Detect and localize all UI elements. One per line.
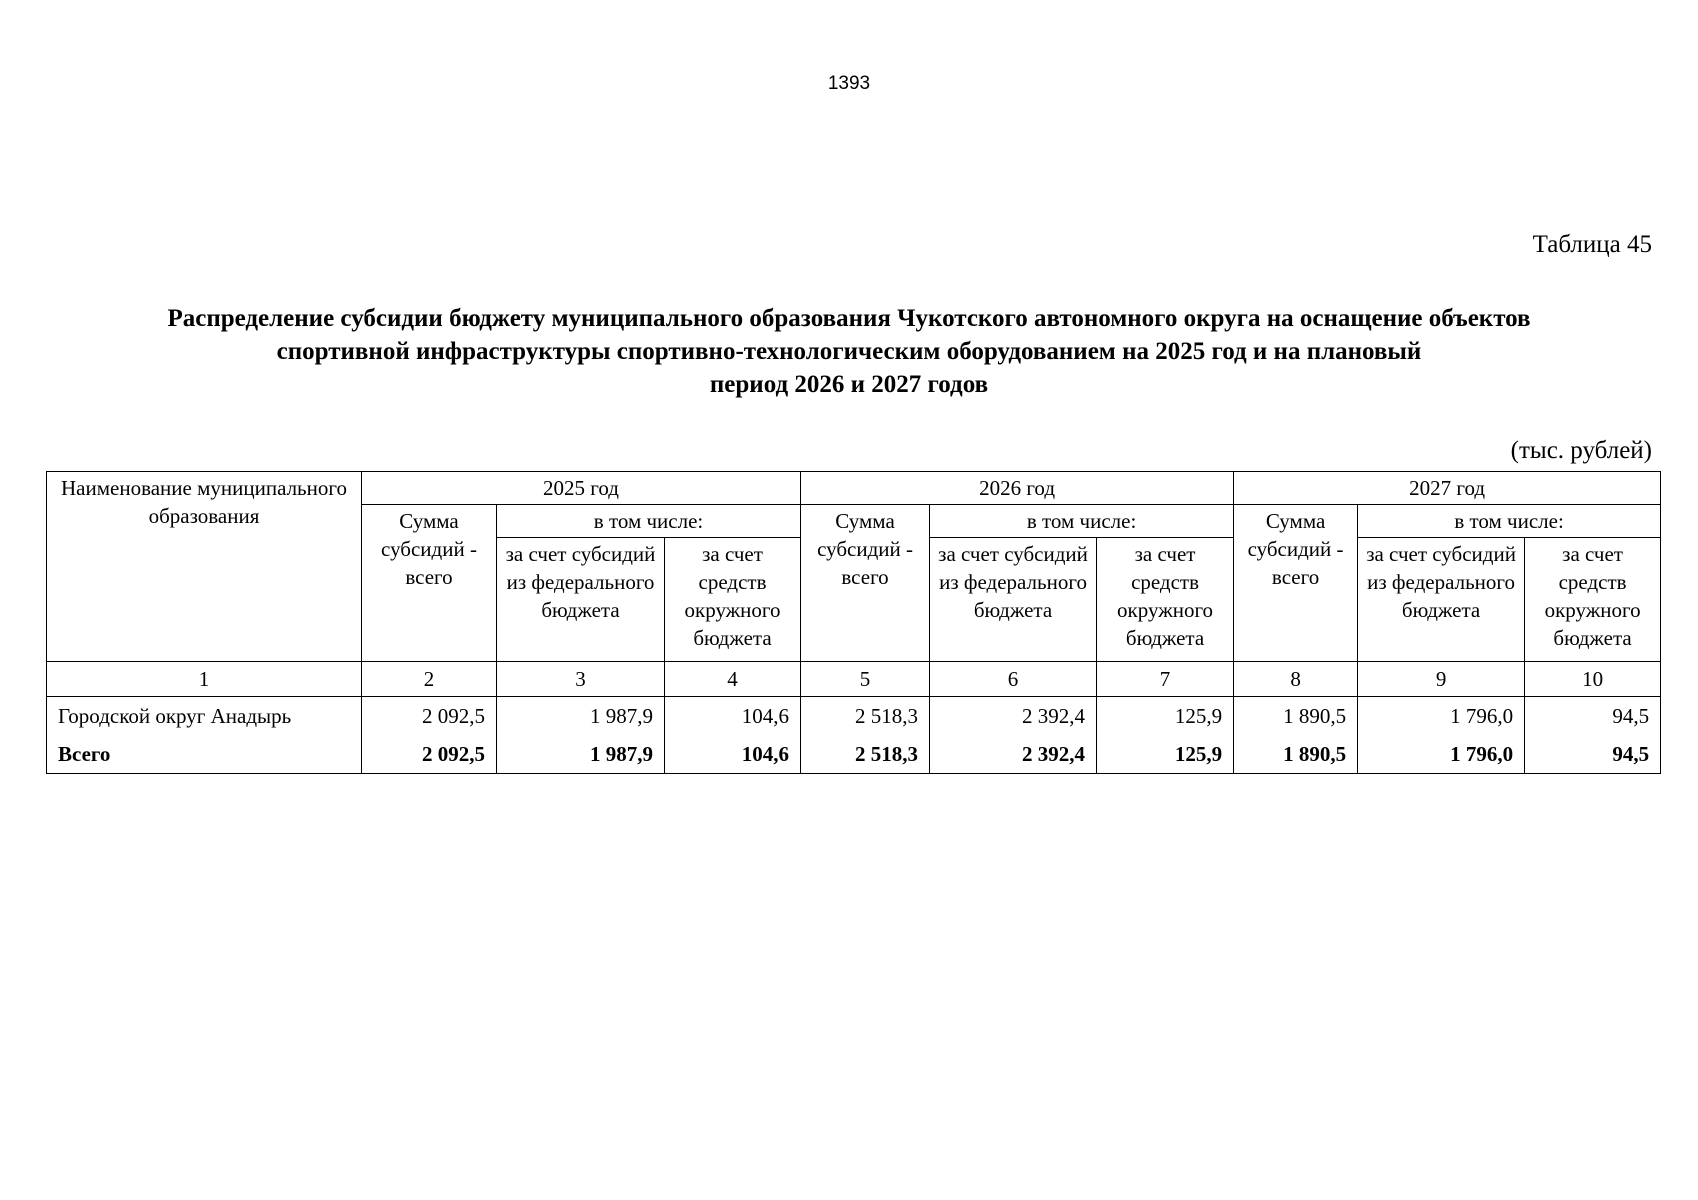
municipality-name: Городской округ Анадырь xyxy=(47,697,362,736)
total-value-cell: 104,6 xyxy=(665,735,801,774)
header-sum-total-2025: Сумма субсидий - всего xyxy=(362,505,497,662)
value-cell: 1 987,9 xyxy=(497,697,665,736)
header-year-2027: 2027 год xyxy=(1234,472,1661,505)
total-value-cell: 2 392,4 xyxy=(930,735,1097,774)
document-title xyxy=(60,302,1638,401)
total-row xyxy=(47,735,1661,774)
header-district-2025: за счет средств окружного бюджета xyxy=(665,538,801,662)
total-value-cell: 125,9 xyxy=(1097,735,1234,774)
header-row-years xyxy=(47,472,1661,505)
total-value-cell: 1 987,9 xyxy=(497,735,665,774)
value-cell: 2 392,4 xyxy=(930,697,1097,736)
col-number: 6 xyxy=(930,662,1097,697)
header-federal-2025: за счет субсидий из федерального бюджета xyxy=(497,538,665,662)
value-cell: 94,5 xyxy=(1525,697,1661,736)
total-value-cell: 1 796,0 xyxy=(1358,735,1525,774)
col-number: 2 xyxy=(362,662,497,697)
title-line-2: спортивной инфраструктуры спортивно-технологическим оборудованием на 2025 год и на плановый xyxy=(276,338,1422,365)
header-year-2025: 2025 год xyxy=(362,472,801,505)
title-line-3: период 2026 и 2027 годов xyxy=(709,371,989,398)
total-value-cell: 94,5 xyxy=(1525,735,1661,774)
col-number: 8 xyxy=(1234,662,1358,697)
table-label: Таблица 45 xyxy=(1532,231,1652,258)
column-numbers-row xyxy=(47,662,1661,697)
header-district-2026: за счет средств окружного бюджета xyxy=(1097,538,1234,662)
table-row xyxy=(47,697,1661,736)
header-including-2027: в том числе: xyxy=(1358,505,1661,538)
header-including-2026: в том числе: xyxy=(930,505,1234,538)
header-including-2025: в том числе: xyxy=(497,505,801,538)
header-sum-total-2027: Сумма субсидий - всего xyxy=(1234,505,1358,662)
header-year-2026: 2026 год xyxy=(801,472,1234,505)
header-sum-total-2026: Сумма субсидий - всего xyxy=(801,505,930,662)
value-cell: 1 890,5 xyxy=(1234,697,1358,736)
value-cell: 125,9 xyxy=(1097,697,1234,736)
total-value-cell: 2 092,5 xyxy=(362,735,497,774)
title-line-1: Распределение субсидии бюджету муниципального образования Чукотского автономного округа на оснащение объектов xyxy=(167,305,1531,332)
subsidy-table xyxy=(46,471,1661,774)
col-number: 5 xyxy=(801,662,930,697)
page-number: 1393 xyxy=(827,73,871,94)
col-number: 1 xyxy=(47,662,362,697)
header-federal-2026: за счет субсидий из федерального бюджета xyxy=(930,538,1097,662)
col-number: 10 xyxy=(1525,662,1661,697)
header-federal-2027: за счет субсидий из федерального бюджета xyxy=(1358,538,1525,662)
value-cell: 104,6 xyxy=(665,697,801,736)
col-number: 4 xyxy=(665,662,801,697)
units-label: (тыс. рублей) xyxy=(1510,437,1652,464)
col-number: 9 xyxy=(1358,662,1525,697)
total-value-cell: 1 890,5 xyxy=(1234,735,1358,774)
value-cell: 2 092,5 xyxy=(362,697,497,736)
value-cell: 1 796,0 xyxy=(1358,697,1525,736)
header-name-col: Наименование муниципального образования xyxy=(47,472,362,662)
header-district-2027: за счет средств окружного бюджета xyxy=(1525,538,1661,662)
total-label: Всего xyxy=(47,735,362,774)
col-number: 3 xyxy=(497,662,665,697)
total-value-cell: 2 518,3 xyxy=(801,735,930,774)
value-cell: 2 518,3 xyxy=(801,697,930,736)
col-number: 7 xyxy=(1097,662,1234,697)
